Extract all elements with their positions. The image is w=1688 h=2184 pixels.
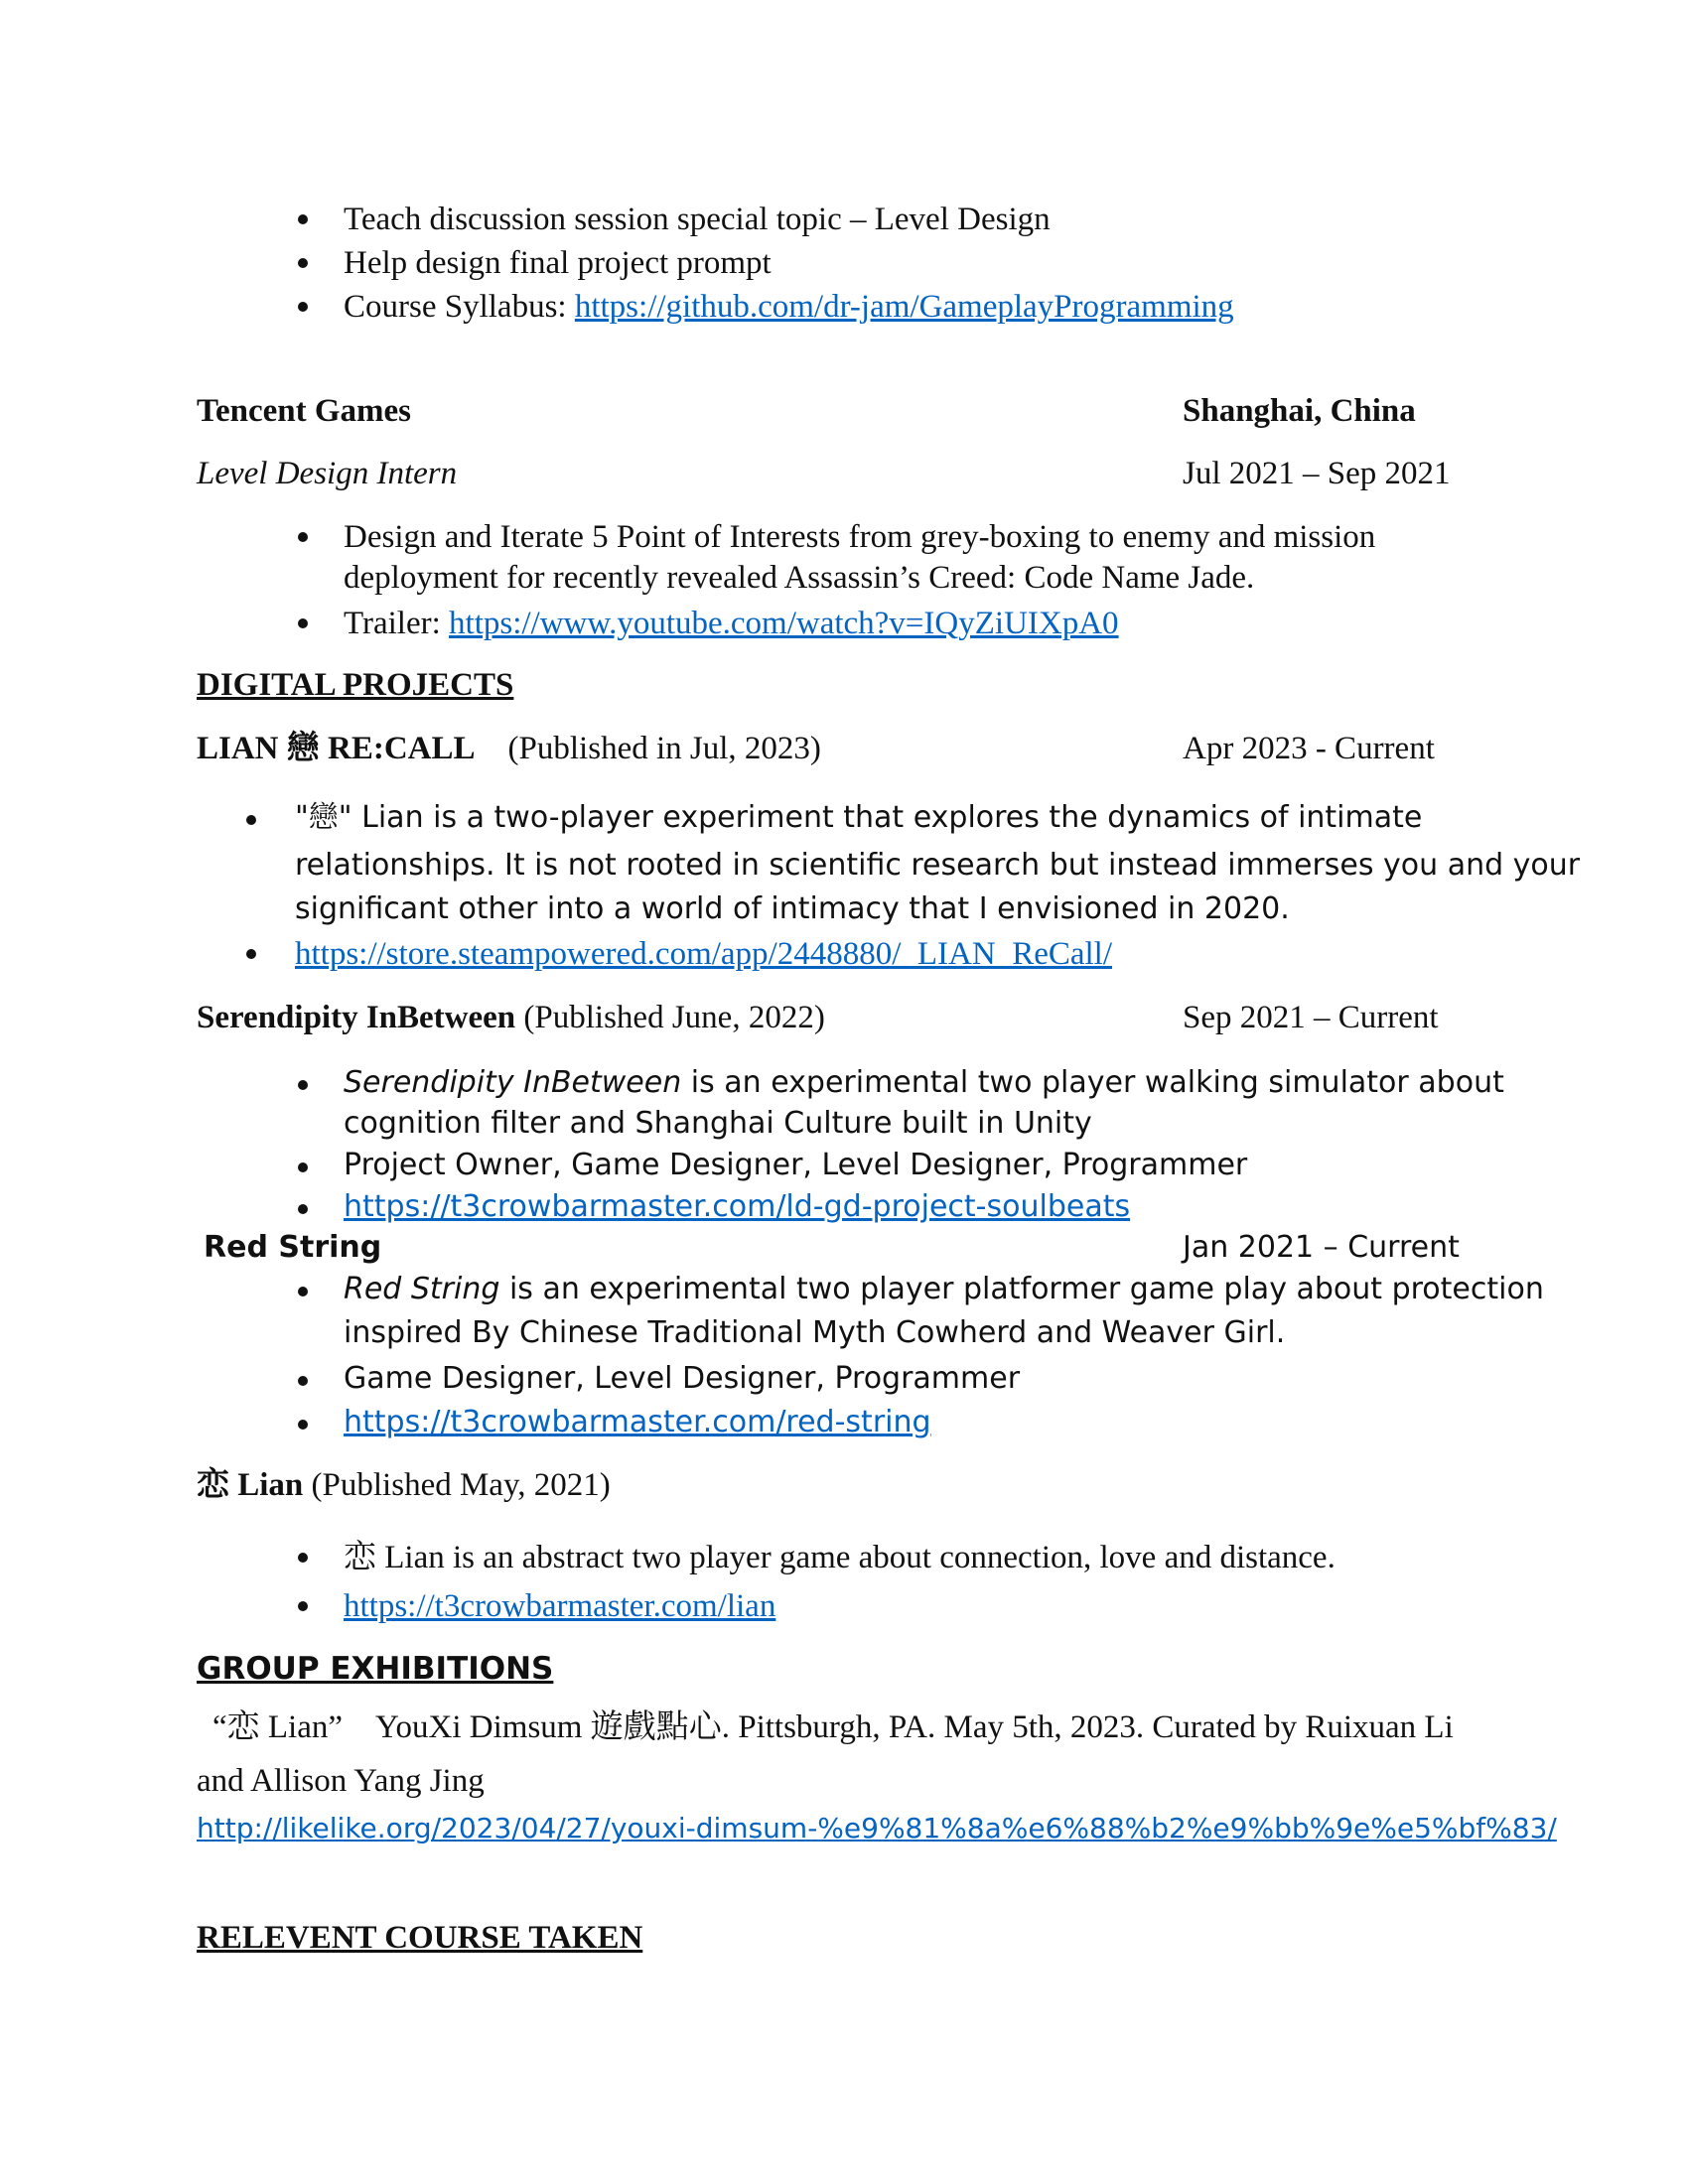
- company-name: Tencent Games: [197, 393, 412, 429]
- bullet-icon: [298, 302, 308, 312]
- bullet-icon: [298, 532, 308, 542]
- project-published: (Published in Jul, 2023): [507, 731, 821, 766]
- project-red-string-title: Red String: [204, 1230, 382, 1265]
- bullet-icon: [246, 815, 256, 825]
- company-location: Shanghai, China: [1183, 393, 1416, 429]
- teaching-bullet-1: Teach discussion session special topic – Level Design: [344, 202, 1051, 237]
- tencent-bullet-1-line-2: deployment for recently revealed Assassin’s Creed: Code Name Jade.: [344, 560, 1255, 596]
- project-lian-header: [197, 1463, 611, 1507]
- syllabus-label: Course Syllabus:: [344, 289, 575, 325]
- project-title: 恋 Lian: [197, 1467, 304, 1503]
- bullet-icon: [298, 618, 308, 628]
- bullet-icon: [298, 1080, 308, 1090]
- bullet-icon: [298, 214, 308, 224]
- section-heading-group-exhibitions: GROUP EXHIBITIONS: [197, 1651, 554, 1687]
- project-dates: Sep 2021 – Current: [1183, 1000, 1439, 1035]
- bullet-icon: [298, 1287, 308, 1297]
- exhibition-entry-line-1: “恋 Lian” YouXi Dimsum 遊戲點心. Pittsburgh, PA. May 5th, 2023. Curated by Ruixuan Li: [212, 1709, 1454, 1745]
- exhibition-entry-line-2: and Allison Yang Jing: [197, 1763, 485, 1799]
- section-heading-courses: RELEVENT COURSE TAKEN: [197, 1920, 643, 1956]
- desc-text: is an experimental two player platformer game play about protection: [499, 1272, 1544, 1306]
- project-dates: Apr 2023 - Current: [1183, 731, 1435, 766]
- red-string-desc-line-1: [344, 1268, 1544, 1311]
- syllabus-link[interactable]: https://github.com/dr-jam/GameplayProgramming: [574, 289, 1234, 325]
- project-published: (Published June, 2022): [515, 1000, 825, 1035]
- serendipity-roles: Project Owner, Game Designer, Level Designer, Programmer: [344, 1148, 1248, 1182]
- red-string-roles: Game Designer, Level Designer, Programmer: [344, 1361, 1021, 1396]
- serendipity-desc-line-2: cognition filter and Shanghai Culture built in Unity: [344, 1106, 1092, 1141]
- section-heading-digital-projects: DIGITAL PROJECTS: [197, 667, 514, 703]
- project-serendipity-header: [197, 996, 825, 1039]
- bullet-icon: [298, 1553, 308, 1563]
- lian-recall-desc-line-3: significant other into a world of intimacy that I envisioned in 2020.: [295, 891, 1290, 926]
- bullet-icon: [298, 1420, 308, 1430]
- desc-text: is an experimental two player walking simulator about: [681, 1065, 1504, 1100]
- project-published: (Published May, 2021): [303, 1467, 611, 1503]
- project-lian-recall-header: [197, 727, 821, 770]
- teaching-bullet-2: Help design final project prompt: [344, 245, 772, 281]
- bullet-icon: [246, 949, 256, 959]
- project-dates: Jan 2021 – Current: [1183, 1230, 1460, 1265]
- exhibition-link[interactable]: http://likelike.org/2023/04/27/youxi-dimsum-%e9%81%8a%e6%88%b2%e9%bb%9e%e5%bf%83/: [197, 1812, 1557, 1844]
- project-title: LIAN 戀 RE:CALL: [197, 731, 476, 766]
- lian-recall-desc-line-1: "戀" Lian is a two-player experiment that explores the dynamics of intimate: [295, 800, 1423, 835]
- lian-recall-link[interactable]: https://store.steampowered.com/app/2448880/_LIAN_ReCall/: [295, 936, 1113, 972]
- bullet-icon: [298, 1601, 308, 1611]
- job-role: Level Design Intern: [197, 456, 458, 491]
- teaching-bullet-3: [344, 285, 1234, 329]
- job-dates: Jul 2021 – Sep 2021: [1183, 456, 1451, 491]
- red-string-link[interactable]: https://t3crowbarmaster.com/red-string: [344, 1405, 931, 1439]
- bullet-icon: [298, 258, 308, 268]
- trailer-link[interactable]: https://www.youtube.com/watch?v=IQyZiUIXpA0: [449, 606, 1119, 641]
- lian-link[interactable]: https://t3crowbarmaster.com/lian: [344, 1588, 776, 1624]
- serendipity-desc-line-1: [344, 1061, 1504, 1105]
- serendipity-link[interactable]: https://t3crowbarmaster.com/ld-gd-project-soulbeats: [344, 1189, 1131, 1224]
- bullet-icon: [298, 1162, 308, 1172]
- tencent-bullet-2: [344, 602, 1119, 645]
- trailer-label: Trailer:: [344, 606, 450, 641]
- lian-desc: 恋 Lian is an abstract two player game about connection, love and distance.: [344, 1540, 1336, 1575]
- bullet-icon: [298, 1376, 308, 1386]
- bullet-icon: [298, 1204, 308, 1214]
- project-title: Serendipity InBetween: [197, 1000, 516, 1035]
- project-title-italic: Serendipity InBetween: [344, 1065, 682, 1100]
- red-string-desc-line-2: inspired By Chinese Traditional Myth Cowherd and Weaver Girl.: [344, 1315, 1286, 1350]
- project-title-italic: Red String: [344, 1272, 500, 1306]
- tencent-bullet-1-line-1: Design and Iterate 5 Point of Interests from grey-boxing to enemy and mission: [344, 519, 1376, 555]
- lian-recall-desc-line-2: relationships. It is not rooted in scientific research but instead immerses you and your: [295, 848, 1581, 883]
